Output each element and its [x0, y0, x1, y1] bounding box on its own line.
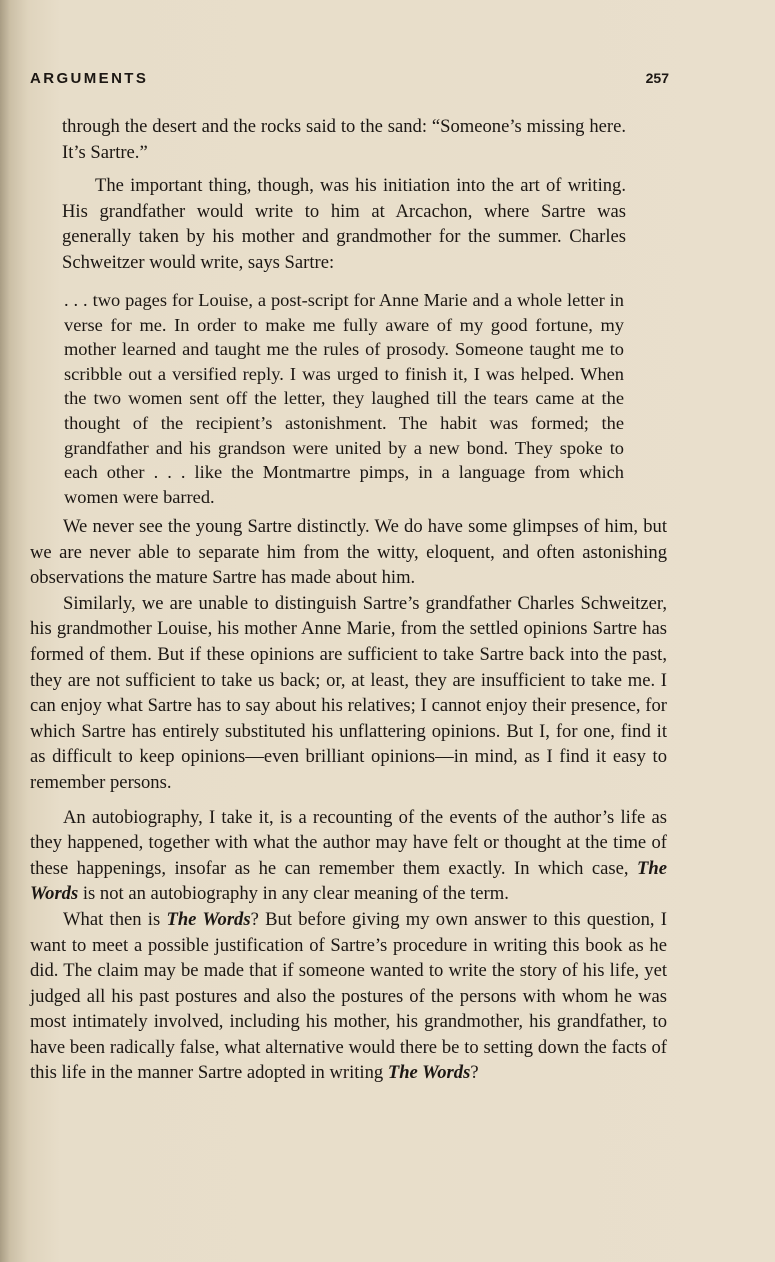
book-title: The Words	[30, 857, 667, 905]
running-header	[30, 70, 669, 87]
quote-text: . . . two pages for Louise, a post-script for Anne Marie and a whole letter in verse for me. In order to make me fully aware of my good fortune, my mother learned and taught me the rules of prosody. Someone taught me to scribble out a versified reply. I was urged to finish it, I was helped. When the two women sent off the letter, they laughed till the tears came at the thought of the recipient’s astonishment. The habit was formed; the grandfather and his grandson were united by a new bond. They spoke to each other . . . like the Montmartre pimps, in a language from which women were barred.	[64, 290, 624, 507]
paragraph-continuation: through the desert and the rocks said to the sand: “Someone’s missing here. It’s Sartre.”	[62, 116, 626, 163]
book-title: The Words	[166, 908, 251, 930]
block-quote	[64, 288, 624, 509]
paragraph-young-sartre: We never see the young Sartre distinctly. We do have some glimpses of him, but we are never able to separate him from the witty, eloquent, and often astonishing observations the mature Sartre has made about him.	[30, 516, 667, 589]
paragraph-autobiography: An autobiography, I take it, is a recounting of the events of the author’s life as they happened, together with what the author may have felt or thought at the time of these happenings, insofar as he can remember them exactly. In which case, The Words is not an autobiography in any clear meaning of the term.	[30, 806, 667, 905]
book-title: The Words	[387, 1062, 471, 1084]
paragraph-what-then: What then is The Words? But before giving my own answer to this question, I want to meet a possible justification of Sartre’s procedure in writing this book as he did. The claim may be made that if someone wanted to write the story of his life, yet judged all his past postures and also the postures of the persons with whom he was most intimately involved, including his mother, his grandmother, his grandfather, to have been radically false, what alternative would there be to setting down the facts of this life in the manner Sartre adopted in writing The Words?	[30, 908, 667, 1084]
opening-text	[62, 114, 626, 276]
paragraph-initiation: The important thing, though, was his initiation into the art of writing. His grandfather would write to him at Arcachon, where Sartre was generally taken by his mother and grandmother for the summer. Charles Schweitzer would write, says Sartre:	[62, 175, 626, 273]
paragraph-relatives: Similarly, we are unable to distinguish Sartre’s grandfather Charles Schweitzer, his grandmother Louise, his mother Anne Marie, from the settled opinions Sartre has formed of them. But if these opinions are sufficient to take Sartre back into the past, they are not sufficient to take us back; or, at least, they are insufficient to take me. I can enjoy what Sartre has to say about his relatives; I cannot enjoy their presence, for which Sartre has entirely substituted his unflattering opinions. But I, for one, find it as difficult to keep opinions—even brilliant opinions—in mind, as I find it easy to remember persons.	[30, 592, 667, 793]
page-number: 257	[645, 70, 669, 86]
body-text	[30, 514, 667, 1086]
running-head: ARGUMENTS	[30, 70, 149, 87]
